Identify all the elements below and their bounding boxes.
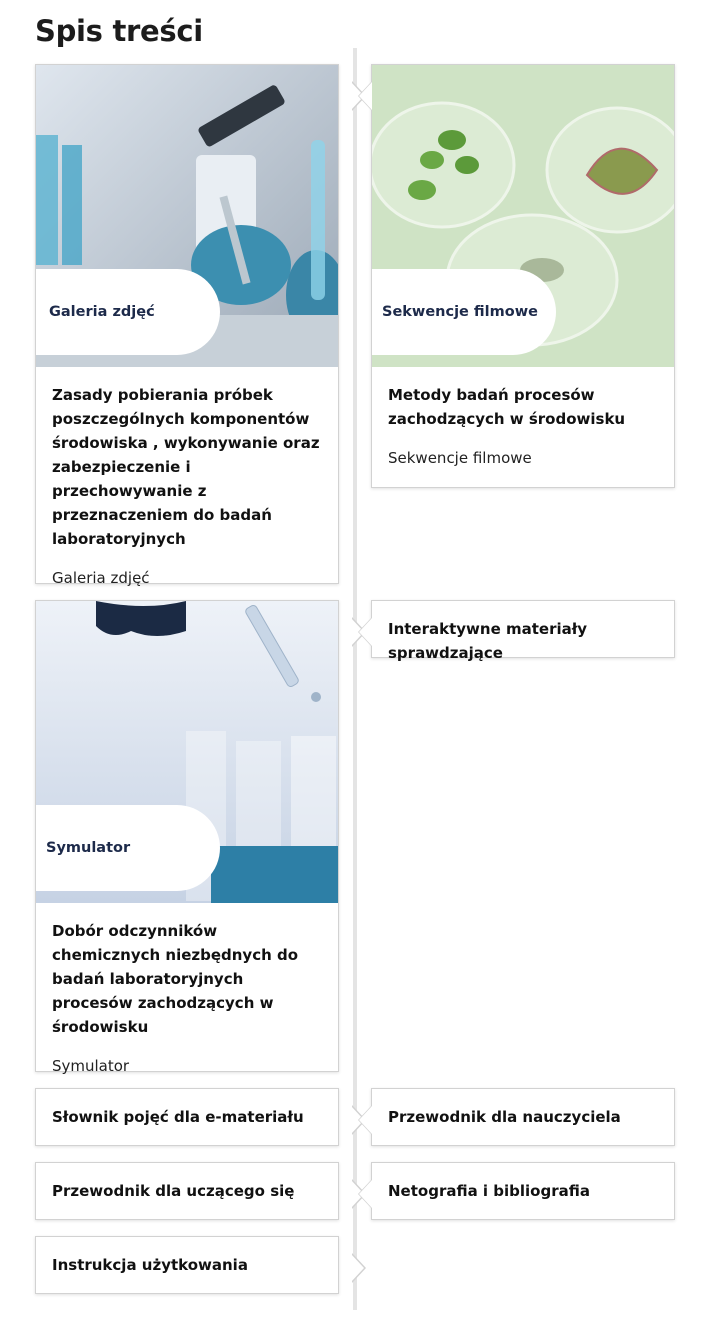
card-title: Dobór odczynników chemicznych niezbędnych do badań laboratoryjnych procesów zachodzących w środowisku [52, 922, 299, 1036]
bibliography-card[interactable] [371, 1162, 675, 1220]
category-badge: Symulator [36, 805, 220, 891]
card-title: Instrukcja użytkowania [52, 1256, 248, 1274]
simulator-card[interactable] [35, 600, 339, 1075]
instructions-card[interactable] [35, 1236, 339, 1294]
card-title: Przewodnik dla uczącego się [52, 1182, 295, 1200]
category-badge: Galeria zdjęć [36, 269, 220, 355]
card-subtitle: Galeria zdjęć [52, 569, 150, 587]
card-title: Przewodnik dla nauczyciela [388, 1108, 621, 1126]
category-badge: Sekwencje filmowe [372, 269, 556, 355]
glossary-card[interactable] [35, 1088, 339, 1146]
card-subtitle: Symulator [52, 1057, 130, 1075]
gallery-card[interactable] [35, 64, 339, 587]
card-title: Metody badań procesów zachodzących w środowisku [388, 386, 626, 428]
card-title: Zasady pobierania próbek poszczególnych komponentów środowiska , wykonywanie oraz zabezpieczenie i przechowywanie z przeznaczeniem do badań laboratoryjnych [52, 386, 320, 548]
card-subtitle: Sekwencje filmowe [388, 449, 532, 467]
page-title: Spis treści [35, 14, 203, 48]
student-guide-card[interactable] [35, 1162, 339, 1220]
film-card[interactable] [371, 64, 675, 488]
card-title: Słownik pojęć dla e-materiału [52, 1108, 304, 1126]
interactive-materials-card[interactable] [371, 600, 675, 662]
teacher-guide-card[interactable] [371, 1088, 675, 1146]
card-title: Interaktywne materiały sprawdzające [388, 620, 588, 662]
card-title: Netografia i bibliografia [388, 1182, 590, 1200]
